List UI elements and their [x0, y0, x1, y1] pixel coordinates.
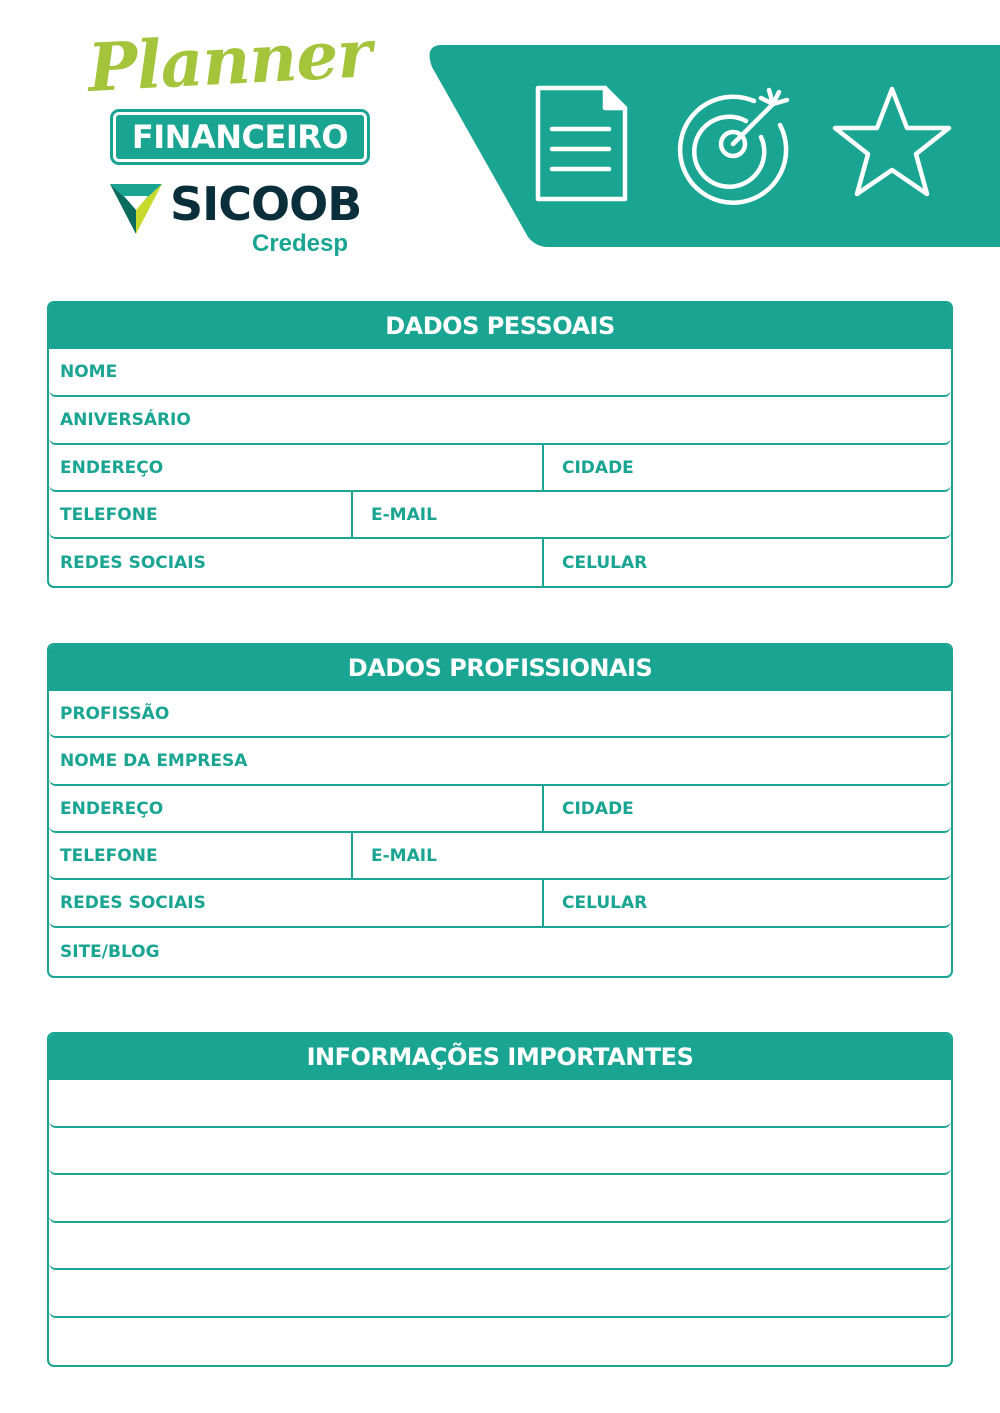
form-row-empresa	[49, 738, 951, 786]
form-row-endereco-prof	[49, 786, 951, 833]
form-row-redes-prof	[49, 880, 951, 928]
field-email[interactable]: E-MAIL	[351, 492, 951, 537]
important-info-title: INFORMAÇÕES IMPORTANTES	[49, 1034, 951, 1080]
logo-planner-script: Planner	[85, 14, 373, 107]
form-row-nome	[49, 349, 951, 397]
notes-line[interactable]	[49, 1175, 951, 1223]
logo-financeiro-banner: FINANCEIRO	[113, 112, 367, 162]
field-cidade-prof[interactable]: CIDADE	[542, 786, 951, 831]
field-redes-sociais-prof[interactable]: REDES SOCIAIS	[60, 893, 206, 913]
sicoob-logo-icon	[108, 180, 164, 236]
field-cidade[interactable]: CIDADE	[542, 445, 951, 490]
professional-data-title: DADOS PROFISSIONAIS	[49, 645, 951, 691]
field-telefone-prof[interactable]: TELEFONE	[60, 845, 158, 866]
header-banner	[428, 45, 1000, 247]
field-celular[interactable]: CELULAR	[542, 539, 951, 586]
form-row-telefone	[49, 492, 951, 539]
professional-data-section	[47, 643, 953, 978]
form-row-aniversario	[49, 397, 951, 445]
field-aniversario[interactable]: ANIVERSÁRIO	[60, 410, 191, 430]
notes-line[interactable]	[49, 1128, 951, 1175]
field-nome-empresa[interactable]: NOME DA EMPRESA	[60, 751, 248, 771]
brand-name: SICOOB	[170, 177, 362, 231]
field-redes-sociais[interactable]: REDES SOCIAIS	[60, 552, 206, 573]
field-nome[interactable]: NOME	[60, 362, 118, 382]
field-telefone[interactable]: TELEFONE	[60, 504, 158, 525]
notes-line[interactable]	[49, 1080, 951, 1128]
field-email-prof[interactable]: E-MAIL	[351, 833, 951, 878]
field-profissao[interactable]: PROFISSÃO	[60, 703, 170, 724]
notes-line[interactable]	[49, 1223, 951, 1270]
field-site-blog[interactable]: SITE/BLOG	[60, 942, 160, 962]
field-celular-prof[interactable]: CELULAR	[542, 880, 951, 926]
field-endereco[interactable]: ENDEREÇO	[60, 457, 164, 478]
personal-data-section	[47, 301, 953, 588]
form-row-profissao	[49, 691, 951, 738]
notes-line[interactable]	[49, 1270, 951, 1318]
form-row-telefone-prof	[49, 833, 951, 880]
form-row-site	[49, 928, 951, 976]
field-endereco-prof[interactable]: ENDEREÇO	[60, 798, 164, 819]
brand-subtitle: Credesp	[252, 230, 349, 257]
personal-data-title: DADOS PESSOAIS	[49, 303, 951, 349]
important-info-section	[47, 1032, 953, 1367]
form-row-endereco	[49, 445, 951, 492]
form-row-redes	[49, 539, 951, 586]
notes-line[interactable]	[49, 1318, 951, 1365]
